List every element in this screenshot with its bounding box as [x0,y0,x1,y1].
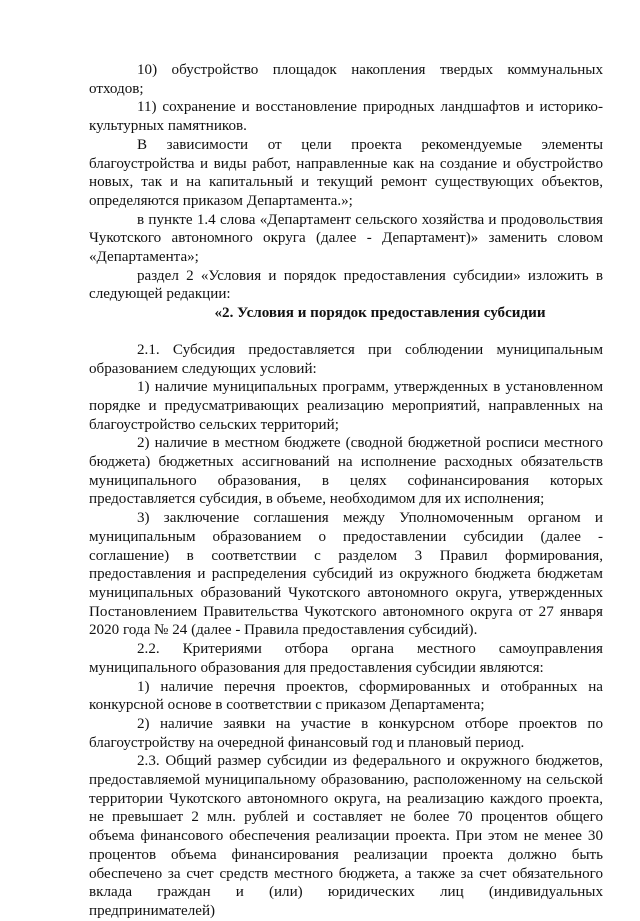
paragraph-2-1-condition-1: 1) наличие муниципальных программ, утвержденных в установленном порядке и предусматривающих реализацию мероприятий, направленных на благоустройство сельских территорий; [89,379,603,433]
paragraph-2-2-criterion-2: 2) наличие заявки на участие в конкурсном отборе проектов по благоустройству на очередной финансовый год и плановый период. [89,715,603,751]
paragraph-2-1-condition-2: 2) наличие в местном бюджете (сводной бюджетной росписи местного бюджета) бюджетных ассигнований на исполнение расходных обязательств муниципального образования, в целях софинансирования которых предоставляется субсидия, в объеме, необходимом для их исполнения; [89,435,603,508]
paragraph-2-1-condition-3: 3) заключение соглашения между Уполномоченным органом и муниципальным образованием о предоставлении субсидии (далее - соглашение) в соответствии с разделом 3 Правил формирования, предоставления и распределения субсидий из окружного бюджета бюджетам муниципальных образований Чукотского автономного округа, утвержденных Постановлением Правительства Чукотского автономного округа от 27 января 2020 года № 24 (далее - Правила предоставления субсидий). [89,510,603,639]
paragraph-2-3: 2.3. Общий размер субсидии из федерального и окружного бюджетов, предоставляемой муниципальному образованию, расположенному на сельской территории Чукотского автономного округа, на реализацию каждого проекта, не превышает 2 млн. рублей и составляет не более 70 процентов общего объема финансового обеспечения реализации проекта. При этом не менее 30 процентов объема финансирования реализации проекта должно быть обеспечено за счет средств местного бюджета, а также за счет обязательного вклада граждан и (или) юридических лиц (индивидуальных предпринимателей) [89,753,603,919]
paragraph-section-2-intro: раздел 2 «Условия и порядок предоставления субсидии» изложить в следующей редакции: [89,267,603,303]
section-heading: «2. Условия и порядок предоставления субсидии [214,305,546,322]
paragraph-clause-1-4: в пункте 1.4 слова «Департамент сельского хозяйства и продовольствия Чукотского автономного округа (далее - Департамент)» заменить словом «Департамента»; [89,211,603,266]
paragraph-2-2: 2.2. Критериями отбора органа местного самоуправления муниципального образования для предоставления субсидии являются: [89,641,603,676]
paragraph-2-1: 2.1. Субсидия предоставляется при соблюдении муниципальным образованием следующих условий: [89,341,603,377]
paragraph-2-2-criterion-1: 1) наличие перечня проектов, сформированных и отобранных на конкурсной основе в соответствии с приказом Департамента; [89,678,603,714]
paragraph-item-10: 10) обустройство площадок накопления твердых коммунальных отходов; [89,62,603,97]
document-body [89,61,603,921]
paragraph-dependence: В зависимости от цели проекта рекомендуемые элементы благоустройства и виды работ, направленные как на создание и обустройство новых, так и на капитальный и текущий ремонт существующих объектов, определяются приказом Департамента.»; [89,136,603,209]
paragraph-item-11: 11) сохранение и восстановление природных ландшафтов и историко-культурных памятников. [89,99,603,135]
